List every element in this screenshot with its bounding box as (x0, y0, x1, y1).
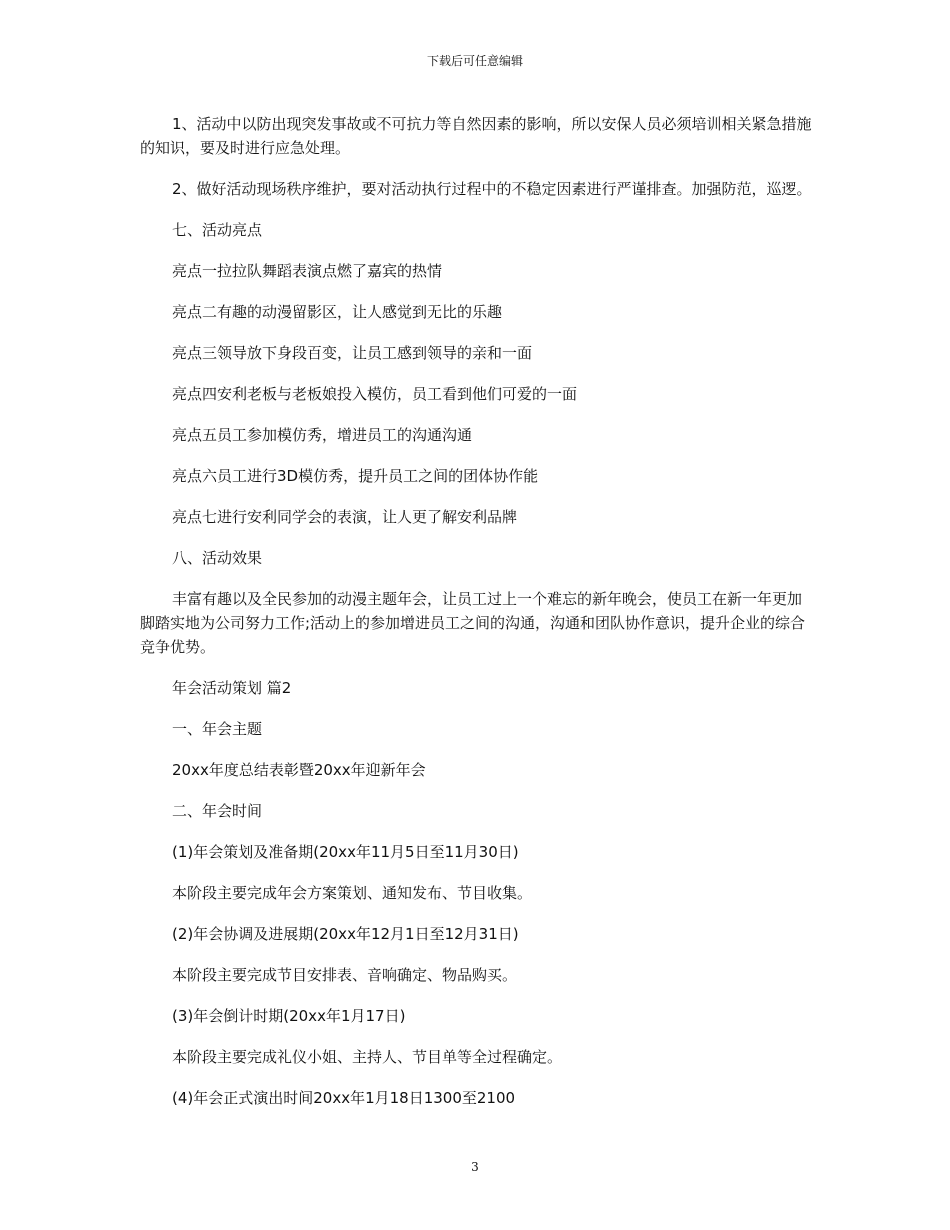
highlight-item: 亮点五员工参加模仿秀，增进员工的沟通沟通 (172, 426, 473, 444)
page-number: 3 (471, 1160, 479, 1174)
paragraph-order-maintenance: 2、做好活动现场秩序维护，要对活动执行过程中的不稳定因素进行严谨排查。加强防范，巡逻。 (172, 180, 812, 198)
highlight-item: 亮点三领导放下身段百变，让员工感到领导的亲和一面 (172, 344, 533, 362)
document-body (140, 112, 815, 1110)
page-header: 下载后可任意编辑 (426, 54, 523, 68)
schedule-description: 本阶段主要完成礼仪小姐、主持人、节目单等全过程确定。 (172, 1048, 563, 1066)
highlight-item: 亮点四安利老板与老板娘投入模仿，员工看到他们可爱的一面 (172, 385, 578, 403)
highlight-item: 亮点七进行安利同学会的表演，让人更了解安利品牌 (172, 508, 518, 526)
paragraph-effect: 丰富有趣以及全民参加的动漫主题年会，让员工过上一个难忘的新年晚会，使员工在新一年更加脚踏实地为公司努力工作;活动上的参加增进员工之间的沟通，沟通和团队协作意识，提升企业的综合竞争优势。 (140, 590, 806, 656)
highlight-item: 亮点六员工进行3D模仿秀，提升员工之间的团体协作能 (172, 467, 539, 485)
schedule-phase: (2)年会协调及进展期(20xx年12月1日至12月31日) (172, 925, 519, 943)
paragraph-safety-training: 1、活动中以防出现突发事故或不可抗力等自然因素的影响，所以安保人员必须培训相关紧急措施的知识，要及时进行应急处理。 (140, 115, 812, 157)
highlight-item: 亮点二有趣的动漫留影区，让人感觉到无比的乐趣 (172, 303, 503, 321)
schedule-description: 本阶段主要完成年会方案策划、通知发布、节目收集。 (172, 884, 533, 902)
schedule-phase: (3)年会倒计时期(20xx年1月17日) (172, 1007, 406, 1025)
schedule-description: 本阶段主要完成节目安排表、音响确定、物品购买。 (172, 966, 518, 984)
schedule-phase: (4)年会正式演出时间20xx年1月18日1300至2100 (172, 1089, 516, 1107)
highlight-item: 亮点一拉拉队舞蹈表演点燃了嘉宾的热情 (172, 262, 443, 280)
theme-text: 20xx年度总结表彰暨20xx年迎新年会 (172, 761, 426, 779)
article-title: 年会活动策划 篇2 (172, 679, 292, 697)
section-heading-time: 二、年会时间 (172, 802, 263, 820)
section-heading-effect: 八、活动效果 (172, 549, 263, 567)
section-heading-highlights: 七、活动亮点 (172, 221, 263, 239)
section-heading-theme: 一、年会主题 (172, 720, 263, 738)
schedule-phase: (1)年会策划及准备期(20xx年11月5日至11月30日) (172, 843, 519, 861)
